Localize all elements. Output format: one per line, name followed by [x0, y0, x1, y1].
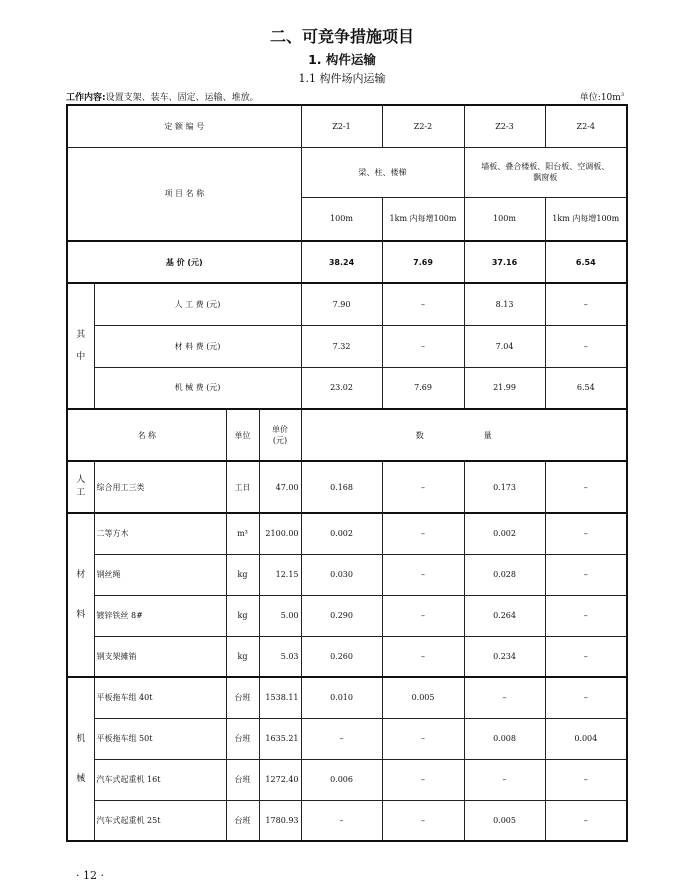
quantity-cell: – — [382, 513, 464, 554]
machine-row — [67, 677, 627, 718]
quota-label: 定 额 编 号 — [67, 105, 301, 147]
breakdown-value: – — [545, 325, 627, 367]
base-price-label: 基 价 (元) — [67, 241, 301, 283]
quantity-cell: 0.008 — [464, 718, 545, 759]
quantity-cell: 0.010 — [301, 677, 382, 718]
page-number: · 12 · — [76, 869, 104, 882]
resource-unit: kg — [226, 636, 259, 677]
quantity-cell: – — [382, 636, 464, 677]
code-cell: Z2-4 — [545, 105, 627, 147]
quantity-cell: – — [382, 554, 464, 595]
subheader-cell: 100m — [464, 197, 545, 241]
base-price-cell: 38.24 — [301, 241, 382, 283]
base-price-row — [67, 241, 627, 283]
machine-row — [67, 759, 627, 800]
breakdown-row — [67, 325, 627, 367]
resource-name: 镀锌铁丝 8# — [94, 595, 226, 636]
resource-name: 平板拖车组 40t — [94, 677, 226, 718]
resource-unit: 台班 — [226, 759, 259, 800]
sub-subsection-title: 1.1 构件场内运输 — [298, 72, 386, 85]
subheader-cell: 100m — [301, 197, 382, 241]
category-char: 工 — [76, 488, 86, 498]
among-char: 中 — [76, 352, 86, 362]
breakdown-value: 8.13 — [464, 283, 545, 325]
resource-price: 1538.11 — [259, 677, 301, 718]
breakdown-value: 21.99 — [464, 367, 545, 409]
work-content — [66, 90, 259, 103]
group-row — [67, 147, 627, 197]
base-price-cell: 7.69 — [382, 241, 464, 283]
breakdown-label: 机 械 费 (元) — [94, 367, 301, 409]
group-cell: 墙板、叠合楼板、阳台板、空调板、飘窗板 — [464, 147, 627, 197]
resource-price: 1272.40 — [259, 759, 301, 800]
quantity-cell: 0.290 — [301, 595, 382, 636]
material-row — [67, 513, 627, 554]
resource-price: 1635.21 — [259, 718, 301, 759]
resource-price: 5.00 — [259, 595, 301, 636]
col-qty-header — [301, 409, 627, 461]
col-qty-char: 量 — [483, 430, 492, 440]
among-label — [67, 283, 94, 409]
labor-row — [67, 461, 627, 513]
col-unit-header: 单位 — [226, 409, 259, 461]
breakdown-value: 6.54 — [545, 367, 627, 409]
resource-price: 2100.00 — [259, 513, 301, 554]
breakdown-row — [67, 367, 627, 409]
resource-unit: m³ — [226, 513, 259, 554]
breakdown-row — [67, 283, 627, 325]
work-label: 工作内容: — [66, 93, 106, 103]
resource-unit: kg — [226, 595, 259, 636]
quantity-cell: 0.002 — [301, 513, 382, 554]
material-row — [67, 636, 627, 677]
quantity-cell: – — [464, 677, 545, 718]
quantity-cell: 0.264 — [464, 595, 545, 636]
breakdown-value: 7.32 — [301, 325, 382, 367]
category-char: 人 — [76, 475, 86, 485]
among-char: 其 — [76, 330, 86, 340]
work-text: 设置支架、装车、固定、运输、堆放。 — [105, 93, 259, 103]
quota-code-row — [67, 105, 627, 147]
machine-category — [67, 677, 94, 841]
resource-price: 5.03 — [259, 636, 301, 677]
base-price-cell: 6.54 — [545, 241, 627, 283]
quantity-cell: – — [382, 759, 464, 800]
category-char: 料 — [76, 610, 86, 620]
quantity-cell: – — [301, 800, 382, 841]
quantity-cell: – — [382, 718, 464, 759]
quantity-cell: – — [301, 718, 382, 759]
quantity-cell: – — [382, 595, 464, 636]
resource-unit: kg — [226, 554, 259, 595]
quantity-cell: 0.260 — [301, 636, 382, 677]
item-name-label: 项 目 名 称 — [67, 147, 301, 241]
subheader-cell: 1km 内每增100m — [545, 197, 627, 241]
breakdown-value: 7.04 — [464, 325, 545, 367]
resource-name: 二等方木 — [94, 513, 226, 554]
quantity-cell: – — [545, 513, 627, 554]
quantity-cell: – — [545, 677, 627, 718]
quantity-cell: 0.002 — [464, 513, 545, 554]
breakdown-value: 7.69 — [382, 367, 464, 409]
resource-header-row — [67, 409, 627, 461]
quantity-cell: – — [545, 595, 627, 636]
breakdown-value: 7.90 — [301, 283, 382, 325]
unit-note — [580, 90, 624, 103]
unit-sup: 3 — [620, 92, 624, 98]
group-cell: 梁、柱、楼梯 — [301, 147, 464, 197]
category-char: 材 — [76, 570, 86, 580]
resource-unit: 台班 — [226, 677, 259, 718]
machine-row — [67, 718, 627, 759]
quantity-cell: 0.028 — [464, 554, 545, 595]
resource-price: 12.15 — [259, 554, 301, 595]
quantity-cell: – — [545, 554, 627, 595]
resource-price: 47.00 — [259, 461, 301, 513]
quantity-cell: 0.005 — [464, 800, 545, 841]
subheader-cell: 1km 内每增100m — [382, 197, 464, 241]
section-title: 二、可竞争措施项目 — [269, 27, 414, 46]
quota-table — [66, 104, 628, 842]
material-row — [67, 554, 627, 595]
col-name-header: 名 称 — [67, 409, 226, 461]
code-cell: Z2-3 — [464, 105, 545, 147]
category-char: 机 — [76, 734, 86, 744]
resource-name: 钢丝绳 — [94, 554, 226, 595]
quantity-cell: – — [545, 800, 627, 841]
quantity-cell: 0.004 — [545, 718, 627, 759]
resource-unit: 工日 — [226, 461, 259, 513]
machine-row — [67, 800, 627, 841]
breakdown-label: 材 料 费 (元) — [94, 325, 301, 367]
code-cell: Z2-1 — [301, 105, 382, 147]
base-price-cell: 37.16 — [464, 241, 545, 283]
quantity-cell: – — [464, 759, 545, 800]
breakdown-value: – — [545, 283, 627, 325]
breakdown-value: 23.02 — [301, 367, 382, 409]
quantity-cell: 0.006 — [301, 759, 382, 800]
material-category — [67, 513, 94, 677]
resource-name: 钢支架摊销 — [94, 636, 226, 677]
code-cell: Z2-2 — [382, 105, 464, 147]
breakdown-label: 人 工 费 (元) — [94, 283, 301, 325]
quantity-cell: 0.173 — [464, 461, 545, 513]
labor-category — [67, 461, 94, 513]
resource-name: 汽车式起重机 25t — [94, 800, 226, 841]
breakdown-value: – — [382, 325, 464, 367]
resource-name: 平板拖车组 50t — [94, 718, 226, 759]
col-price-line: 单价 — [272, 425, 288, 434]
category-char: 械 — [76, 774, 86, 784]
subsection-title: 1. 构件运输 — [308, 52, 376, 67]
resource-price: 1780.93 — [259, 800, 301, 841]
col-price-header — [259, 409, 301, 461]
resource-name: 汽车式起重机 16t — [94, 759, 226, 800]
quantity-cell: – — [545, 636, 627, 677]
quantity-cell: – — [545, 461, 627, 513]
quantity-cell: 0.168 — [301, 461, 382, 513]
unit-label: 单位:10m — [579, 93, 621, 103]
quantity-cell: 0.005 — [382, 677, 464, 718]
resource-name: 综合用工三类 — [94, 461, 226, 513]
col-price-line: (元) — [272, 436, 288, 445]
quantity-cell: 0.234 — [464, 636, 545, 677]
quantity-cell: 0.030 — [301, 554, 382, 595]
quantity-cell: – — [545, 759, 627, 800]
quantity-cell: – — [382, 800, 464, 841]
resource-unit: 台班 — [226, 718, 259, 759]
material-row — [67, 595, 627, 636]
resource-unit: 台班 — [226, 800, 259, 841]
quantity-cell: – — [382, 461, 464, 513]
breakdown-value: – — [382, 283, 464, 325]
col-qty-char: 数 — [415, 430, 424, 440]
